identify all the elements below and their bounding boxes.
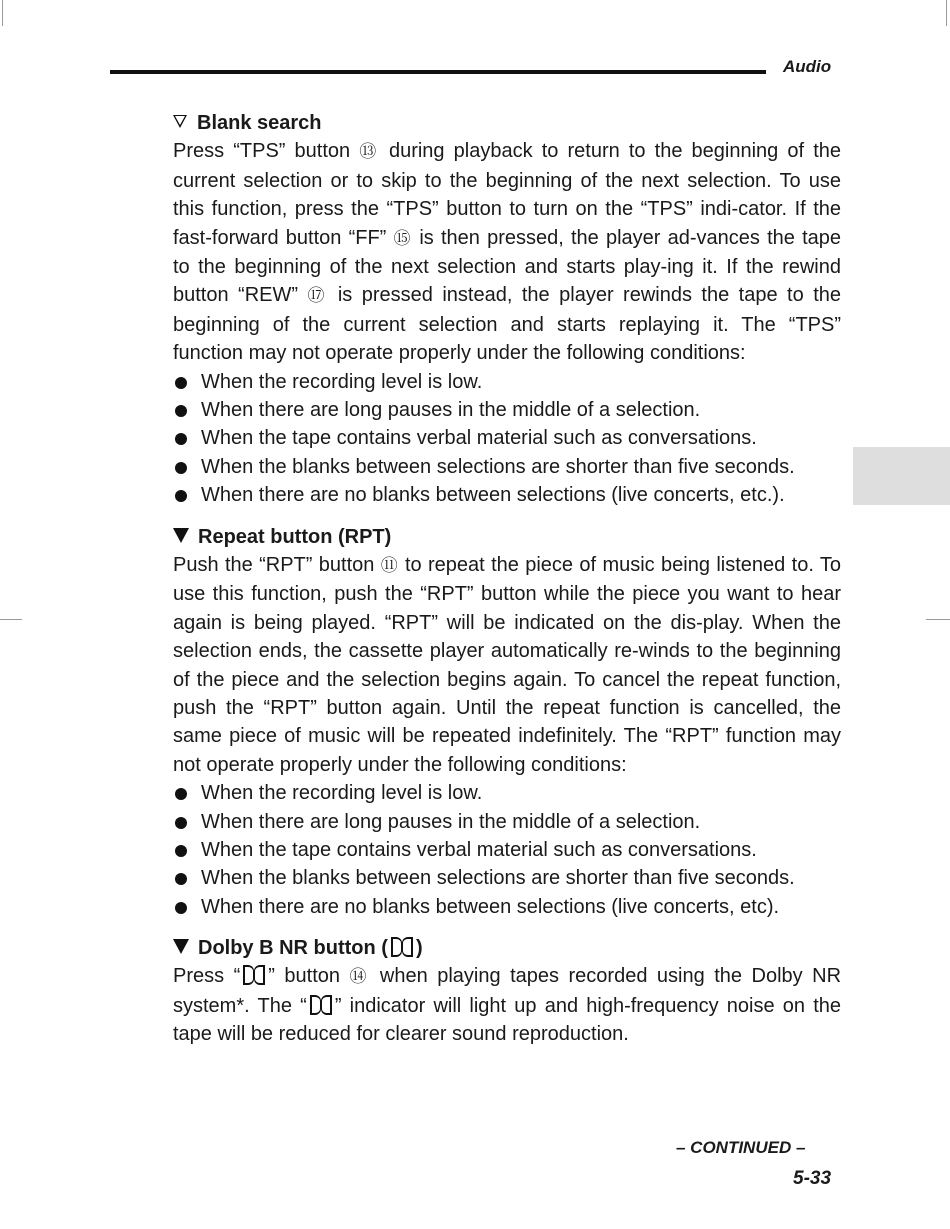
text-run: Press “ [173, 965, 241, 988]
list-item-text: When the tape contains verbal material such as conversations. [201, 427, 757, 450]
callout-number: ⑰ [307, 286, 329, 306]
bullet-dot-icon [175, 433, 187, 445]
list-item-text: When the blanks between selections are shorter than five seconds. [201, 455, 795, 478]
text-run: is then pressed, the player ad-vances the tape to the beginning of the next selection and starts play-ing it. If the rewind button “REW” [173, 226, 842, 307]
list-item-text: When there are no blanks between selections (live concerts, etc). [201, 895, 780, 918]
list-item-text: When the recording level is low. [201, 782, 483, 805]
callout-number: ⑬ [359, 142, 380, 162]
heading-text: ) [415, 937, 423, 960]
dolby-double-d-icon [310, 995, 332, 1015]
text-run: Push the “RPT” button [173, 553, 381, 576]
text-run: ” button [268, 965, 350, 988]
list-item [173, 481, 841, 509]
text-run: to repeat the piece of music being listened to. To use this function, push the “RPT” button while the piece you want to hear again is being played. “RPT” will be indicated on the dis-play. When the selection ends, the cassette player automatically re-winds to the beginning of the piece and the selection begins again. To cancel the repeat function, push the “RPT” button again. Until the repeat function is cancelled, the same piece of music will be repeated indefinitely. The “RPT” function may not operate properly under the following conditions: [173, 553, 842, 776]
callout-number: ⑭ [349, 967, 371, 987]
header-rule [110, 70, 766, 74]
text-run: is pressed instead, the player rewinds the tape to the beginning of the current selection and starts replaying it. The “TPS” function may not operate properly under the following conditions: [173, 284, 841, 365]
bullet-dot-icon [175, 817, 187, 829]
heading-text: Blank search [197, 112, 322, 134]
bullet-dot-icon [175, 377, 187, 389]
registration-marks-top [0, 0, 950, 28]
crop-mark [946, 0, 947, 26]
continued-label: – CONTINUED – [676, 1138, 806, 1157]
list-item [173, 453, 841, 481]
list-item-text: When there are no blanks between selections (live concerts, etc.). [201, 484, 785, 507]
text-run: ” indicator will light up and high-frequency noise on the tape will be reduced for clearer sound reproduction. [173, 994, 842, 1046]
section-repeat-button [173, 523, 841, 922]
crop-mark [2, 0, 3, 26]
list-item [173, 424, 841, 452]
crop-mark-left [0, 619, 22, 620]
list-item [173, 893, 841, 921]
list-item-text: When the blanks between selections are shorter than five seconds. [201, 867, 795, 890]
bullet-dot-icon [175, 490, 187, 502]
list-item [173, 808, 841, 836]
text-run: when playing tapes recorded using the Dolby NR system*. The “ [173, 965, 842, 1017]
callout-number: ⑮ [393, 228, 413, 248]
heading-blank-search [173, 109, 841, 137]
bullet-dot-icon [175, 405, 187, 417]
list-item [173, 368, 841, 396]
heading-dolby-nr [173, 934, 841, 962]
dolby-double-d-icon [243, 965, 265, 985]
callout-number: ⑪ [380, 555, 399, 575]
paragraph-repeat-button [173, 551, 841, 779]
list-item [173, 864, 841, 892]
bullet-dot-icon [175, 462, 187, 474]
solid-down-triangle-icon [173, 528, 189, 543]
bullet-dot-icon [175, 845, 187, 857]
bullet-dot-icon [175, 902, 187, 914]
bullet-dot-icon [175, 873, 187, 885]
list-item-text: When the recording level is low. [201, 370, 483, 393]
list-item-text: When the tape contains verbal material such as conversations. [201, 838, 757, 861]
text-run: Press “TPS” button [173, 140, 360, 163]
paragraph-blank-search [173, 137, 841, 367]
dolby-double-d-icon [391, 937, 413, 957]
paragraph-dolby-nr [173, 962, 841, 1048]
solid-down-triangle-icon [173, 939, 189, 954]
text-run: during playback to return to the beginning of the current selection or to skip to the beginning of the next selection. To use this function, press the “TPS” button to turn on the “TPS” indi-cator. If the fast-forward button “FF” [173, 140, 841, 249]
conditions-list [173, 779, 841, 921]
section-title: Audio [783, 57, 832, 76]
list-item-text: When there are long pauses in the middle of a selection. [201, 398, 701, 421]
list-item-text: When there are long pauses in the middle of a selection. [201, 810, 701, 833]
list-item [173, 836, 841, 864]
bullet-dot-icon [175, 788, 187, 800]
hollow-down-triangle-icon [173, 115, 187, 128]
heading-text: Dolby B NR button ( [198, 937, 388, 960]
page-content [173, 109, 841, 1062]
heading-text: Repeat button (RPT) [198, 525, 392, 548]
section-dolby-nr [173, 934, 841, 1049]
conditions-list [173, 368, 841, 510]
section-blank-search [173, 109, 841, 510]
chapter-tab [853, 447, 950, 505]
list-item [173, 396, 841, 424]
crop-mark-right [926, 619, 950, 620]
heading-repeat-button [173, 523, 841, 551]
page-number: 5-33 [793, 1168, 832, 1189]
list-item [173, 779, 841, 807]
